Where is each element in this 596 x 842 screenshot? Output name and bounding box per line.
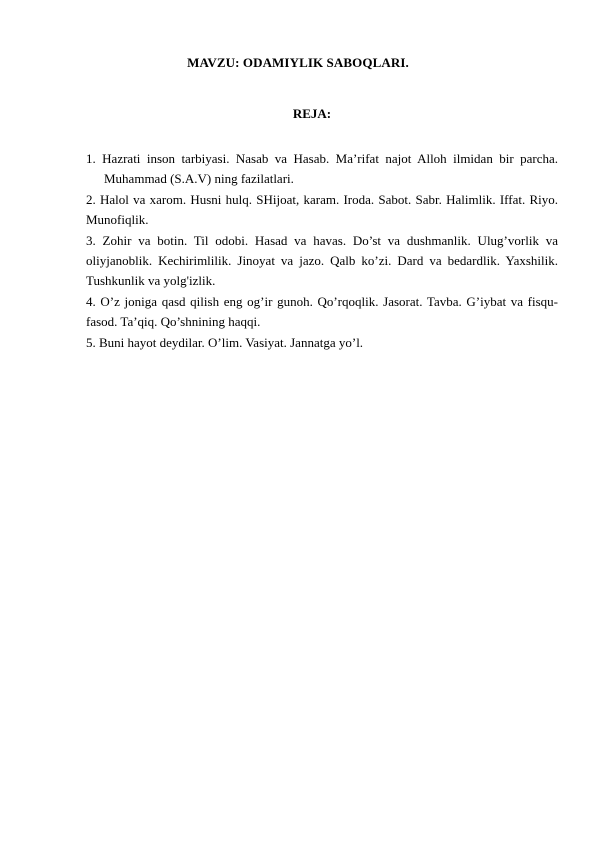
plan-item-4: 4. O’z joniga qasd qilish eng og’ir gunoh. Qo’rqoqlik. Jasorat. Tavba. G’iybat va fisqu-fasod. Ta’qiq. Qo’shnining haqqi. — [86, 293, 558, 330]
plan-list — [86, 149, 558, 353]
plan-item-2: 2. Halol va xarom. Husni hulq. SHijoat, karam. Iroda. Sabot. Sabr. Halimlik. Iffat. Riyo. Munofiqlik. — [86, 191, 558, 228]
document-title: MAVZU: ODAMIYLIK SABOQLARI. — [187, 55, 409, 70]
plan-item-5: 5. Buni hayot deydilar. O’lim. Vasiyat. Jannatga yo’l. — [86, 334, 364, 350]
plan-item-1: 1. Hazrati inson tarbiyasi. Nasab va Hasab. Ma’rifat najot Alloh ilmidan bir parcha. Muhammad (S.A.V) ning fazilatlari. — [86, 151, 558, 187]
plan-heading: REJA: — [292, 106, 332, 121]
plan-item-3: 3. Zohir va botin. Til odobi. Hasad va havas. Do’st va dushmanlik. Ulug’vorlik va oliyjanoblik. Kechirimlilik. Jinoyat va jazo. Qalb ko’zi. Dard va bedardlik. Yaxshilik. Tushkunlik va yolg'izlik. — [86, 232, 558, 289]
